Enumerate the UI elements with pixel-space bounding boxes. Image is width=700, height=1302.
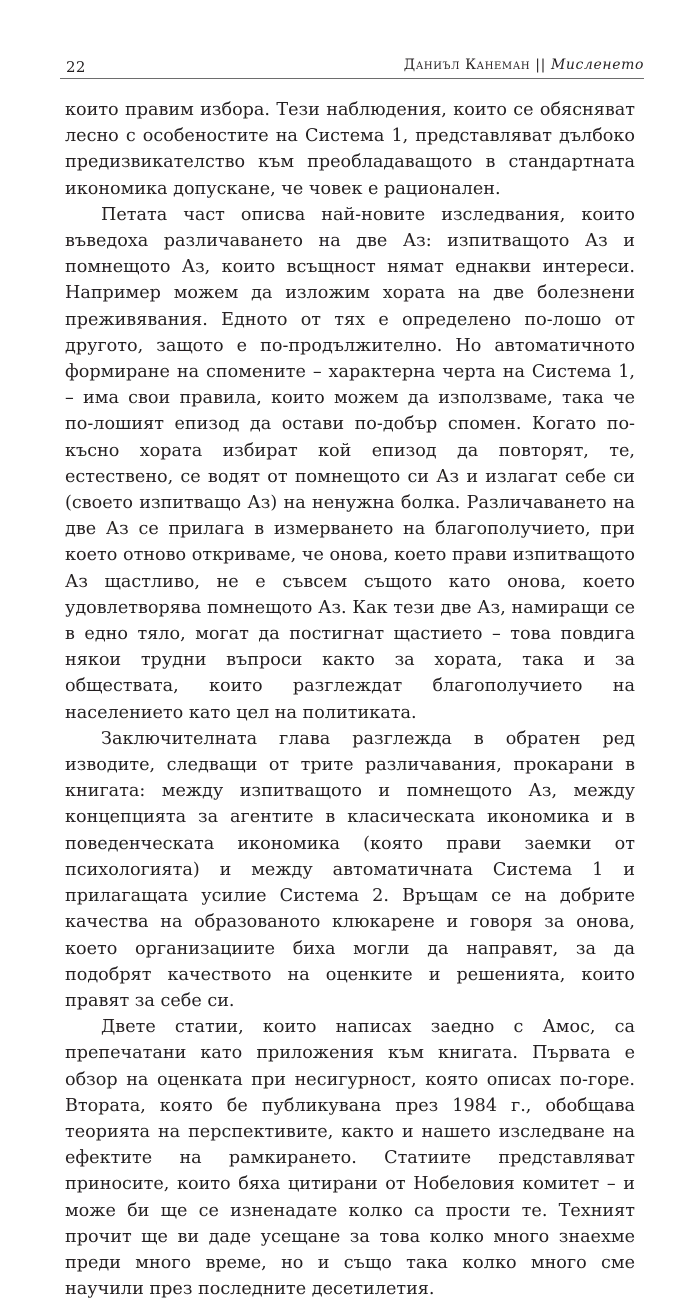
title-separator: ||: [530, 57, 551, 73]
body-text: [65, 97, 635, 1302]
running-head: [60, 48, 644, 79]
paragraph: Петата част описва най-новите изследвания, които въведоха различаването на две Аз: изпитващото Аз и помнещото Аз, които всъщност нямат еднакви интереси. Например можем да изложим хората на две болезнени преживявания. Едното от тях е определено по-лошо от другото, защото е по-продължително. Но автоматичното формиране на спомените – характерна черта на Система 1, – има свои правила, които можем да използваме, така че по-лошият епизод да остави по-добър спомен. Когато по-късно хората избират кой епизод да повторят, те, естествено, се водят от помнещото си Аз и излагат себе си (своето изпитващо Аз) на ненужна болка. Различаването на две Аз се прилага в измерването на благополучието, при което отново откриваме, че онова, което прави изпитващото Аз щастливо, не е съвсем същото като онова, което удовлетворява помнещото Аз. Как тези две Аз, намиращи се в едно тяло, могат да постигнат щастието – това повдига някои трудни въпроси както за хората, така и за обществата, които разглеждат благополучието на населението като цел на политиката.: [65, 204, 635, 723]
paragraph: Заключителната глава разглежда в обратен ред изводите, следващи от трите различавания, прокарани в книгата: между изпитващото и помнещото Аз, между концепцията за агентите в класическата икономика и в поведенческата икономика (която прави заемки от психологията) и между автоматичната Система 1 и прилагащата усилие Система 2. Връщам се на добрите качества на образованото клюкарене и говоря за онова, което организациите биха могли да направят, за да подобрят качеството на оценките и решенията, които правят за себе си.: [65, 728, 635, 1011]
header-title: [404, 56, 644, 74]
paragraph: които правим избора. Тези наблюдения, които се обясняват лесно с особеностите на Система 1, представляват дълбоко предизвикателство към преобладаващото в стандартната икономика допускане, че човек е рационален.: [65, 100, 635, 199]
author-name: Даниъл Канеман: [403, 57, 531, 73]
book-title: Мисленето: [550, 57, 644, 73]
page-number: 22: [66, 58, 86, 76]
paragraph: Двете статии, които написах заедно с Амос, са препечатани като приложения към книгата. Първата е обзор на оценката при несигурност, която описах по-горе. Втората, която бе публикувана през 1984 г., обобщава теорията на перспективите, както и нашето изследване на ефектите на рамкирането. Статиите представляват приносите, които бяха цитирани от Нобеловия комитет – и може би ще се изненадате колко са прости те. Техният прочит ще ви даде усещане за това колко много знаехме преди много време, но и също така колко много сме научили през последните десетилетия.: [65, 1017, 635, 1300]
